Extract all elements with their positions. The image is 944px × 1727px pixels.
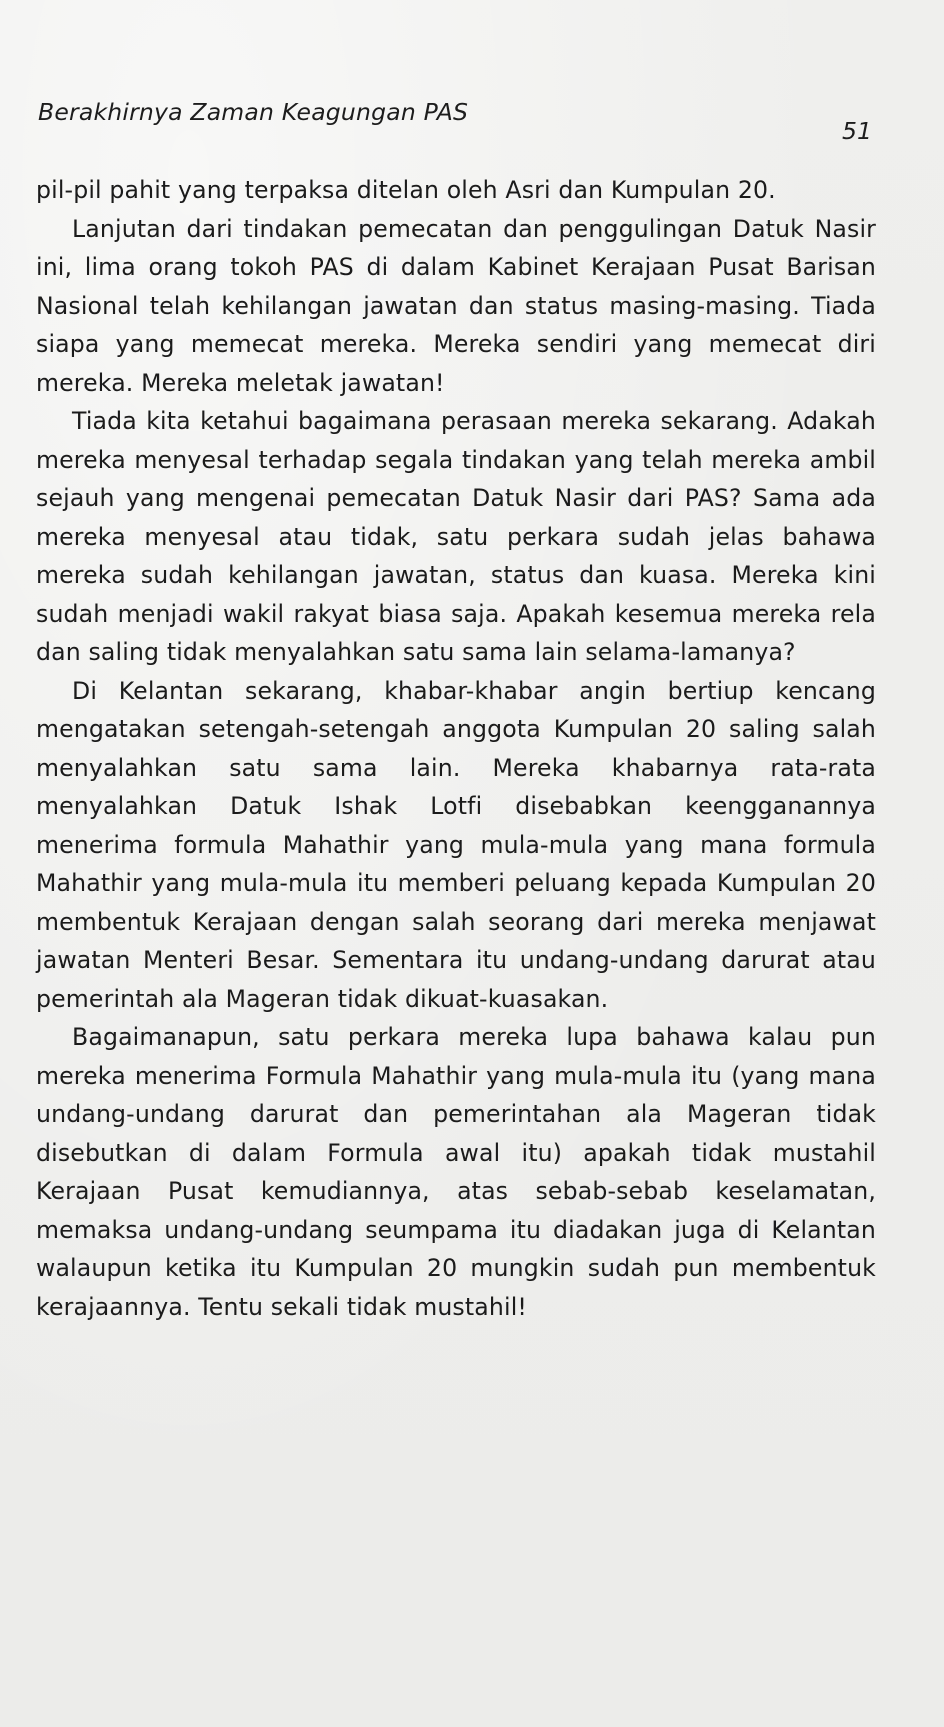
paragraph-3: Tiada kita ketahui bagaimana perasaan mereka sekarang. Adakah mereka menyesal terhadap segala tindakan yang telah mereka ambil sejauh yang mengenai pemecatan Datuk Nasir dari PAS? Sama ada mereka menyesal atau tidak, satu perkara sudah jelas bahawa mereka sudah kehilangan jawatan, status dan kuasa. Mereka kini sudah menjadi wakil rakyat biasa saja. Apakah kesemua mereka rela dan saling tidak menyalahkan satu sama lain selama-lamanya? <box>36 407 876 666</box>
body-text <box>36 171 876 1326</box>
paragraph-2: Lanjutan dari tindakan pemecatan dan penggulingan Datuk Nasir ini, lima orang tokoh PAS di dalam Kabinet Kerajaan Pusat Barisan Nasional telah kehilangan jawatan dan status masing-masing. Tiada siapa yang memecat mereka. Mereka sendiri yang memecat diri mereka. Mereka meletak jawatan! <box>36 214 876 397</box>
page-number: 51 <box>842 117 872 145</box>
paragraph-4: Di Kelantan sekarang, khabar-khabar angin bertiup kencang mengatakan setengah-setengah anggota Kumpulan 20 saling salah menyalahkan satu sama lain. Mereka khabarnya rata-rata menyalahkan Datuk Ishak Lotfi disebabkan keengganannya menerima formula Mahathir yang mula-mula yang mana formula Mahathir yang mula-mula itu memberi peluang kepada Kumpulan 20 membentuk Kerajaan dengan salah seorang dari mereka menjawat jawatan Menteri Besar. Sementara itu undang-undang darurat atau pemerintah ala Mageran tidak dikuat-kuasakan. <box>36 676 876 1013</box>
paragraph-1: pil-pil pahit yang terpaksa ditelan oleh Asri dan Kumpulan 20. <box>36 176 776 204</box>
running-title: Berakhirnya Zaman Keagungan PAS <box>38 98 469 126</box>
paragraph-5: Bagaimanapun, satu perkara mereka lupa bahawa kalau pun mereka menerima Formula Mahathir yang mula-mula itu (yang mana undang-undang darurat dan pemerintahan ala Mageran tidak disebutkan di dalam Formula awal itu) apakah tidak mustahil Kerajaan Pusat kemudiannya, atas sebab-sebab keselamatan, memaksa undang-undang seumpama itu diadakan juga di Kelantan walaupun ketika itu Kumpulan 20 mungkin sudah pun membentuk kerajaannya. Tentu sekali tidak mustahil! <box>36 1023 876 1321</box>
